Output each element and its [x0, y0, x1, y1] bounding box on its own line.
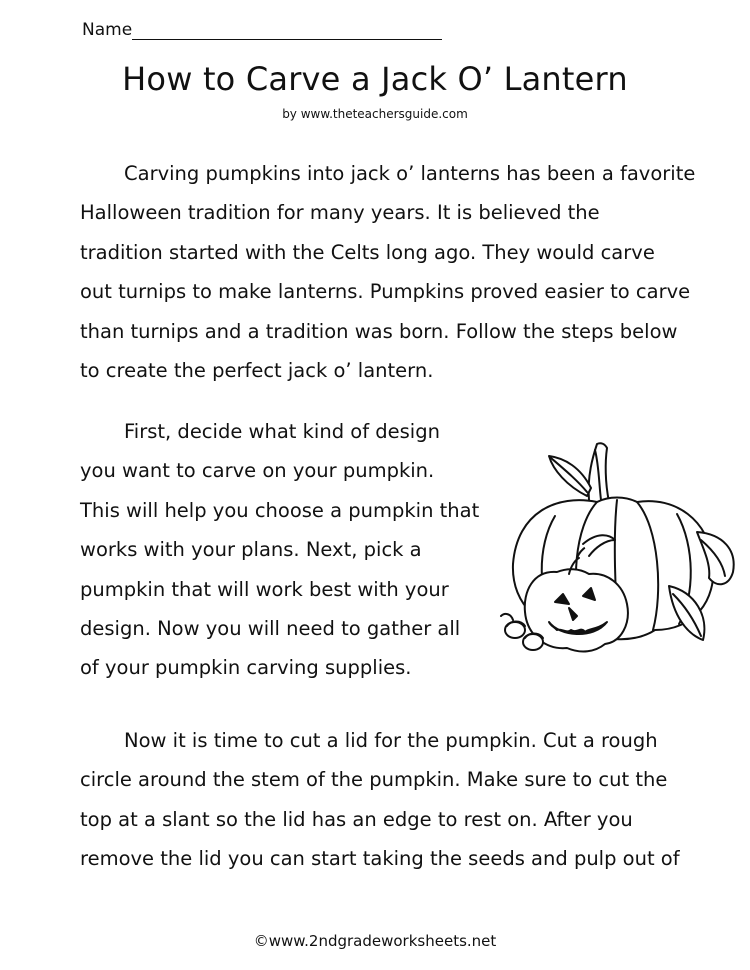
paragraph-line: design. Now you will need to gather all — [80, 617, 461, 641]
paragraph-line: works with your plans. Next, pick a — [80, 538, 422, 562]
paragraph-line: Now it is time to cut a lid for the pumpkin. Cut a rough — [124, 729, 658, 752]
footer-copyright: ©www.2ndgradeworksheets.net — [253, 932, 497, 950]
paragraph-cut-lid — [80, 721, 680, 879]
name-field-row — [82, 20, 442, 40]
paragraph-line: This will help you choose a pumpkin that — [80, 498, 480, 522]
paragraph-line: First, decide what kind of design — [124, 420, 440, 443]
paragraph-line: Carving pumpkins into jack o’ lanterns has been a favorite — [124, 162, 696, 185]
paragraph-line: remove the lid you can start taking the seeds and pulp out of — [80, 847, 680, 871]
paragraph-line: pumpkin that will work best with your — [80, 577, 449, 601]
paragraph-line: out turnips to make lanterns. Pumpkins proved easier to carve — [80, 280, 691, 304]
paragraph-design — [80, 412, 479, 688]
byline: by www.theteachersguide.com — [282, 107, 468, 121]
paragraph-line: than turnips and a tradition was born. Follow the steps below — [80, 319, 678, 343]
paragraph-intro — [80, 154, 695, 390]
paragraph-line: to create the perfect jack o’ lantern. — [80, 359, 434, 383]
paragraph-line: top at a slant so the lid has an edge to rest on. After you — [80, 807, 633, 831]
name-blank-line[interactable] — [132, 23, 442, 40]
paragraph-line: you want to carve on your pumpkin. — [80, 459, 435, 483]
paragraph-line: circle around the stem of the pumpkin. Make sure to cut the — [80, 768, 668, 792]
name-label: Name — [82, 20, 133, 40]
paragraph-line: tradition started with the Celts long ago. They would carve — [80, 240, 655, 264]
page-title: How to Carve a Jack O’ Lantern — [122, 60, 628, 98]
pumpkin-jack-o-lantern-icon — [497, 436, 737, 676]
paragraph-line: of your pumpkin carving supplies. — [80, 656, 412, 680]
paragraph-line: Halloween tradition for many years. It is believed the — [80, 201, 600, 225]
